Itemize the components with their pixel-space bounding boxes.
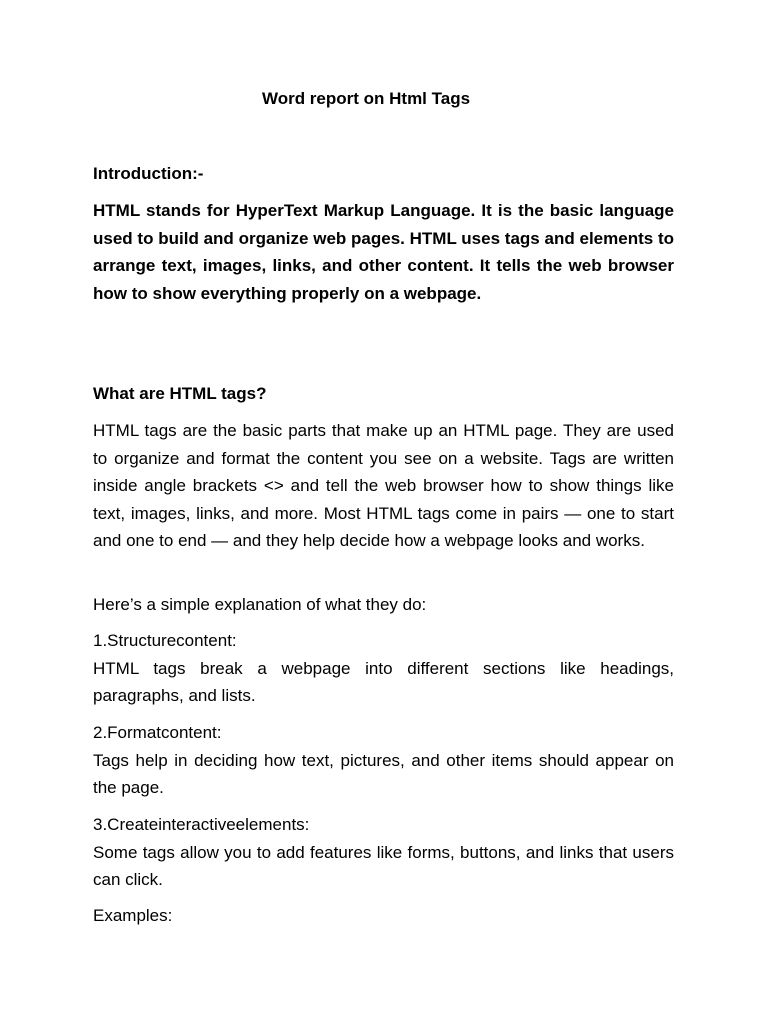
what-are-tags-heading: What are HTML tags? <box>93 384 267 403</box>
point-description: HTML tags break a webpage into different sections like headings, paragraphs, and lists. <box>93 658 674 705</box>
point-description: Tags help in deciding how text, pictures, and other items should appear on the page. <box>93 750 674 797</box>
what-are-tags-paragraph: HTML tags are the basic parts that make up an HTML page. They are used to organize and format the content you see on a website. Tags are written inside angle brackets <> and tell the web browser how to show things like text, images, links, and more. Most HTML tags come in pairs — one to start and one to end — and they help decide how a webpage looks and works. <box>93 421 674 550</box>
point-description: Some tags allow you to add features like forms, buttons, and links that users can click. <box>93 842 674 889</box>
point-structure-content <box>93 627 674 710</box>
document-title <box>0 88 768 110</box>
point-title: 1.Structurecontent: <box>93 631 237 650</box>
point-title: 3.Createinteractiveelements: <box>93 815 310 834</box>
point-format-content <box>93 719 674 802</box>
introduction-paragraph: HTML stands for HyperText Markup Language. It is the basic language used to build and organize web pages. HTML uses tags and elements to arrange text, images, links, and other content. It tells the web browser how to show everything properly on a webpage. <box>93 201 674 303</box>
document-title-text: Word report on Html Tags <box>261 89 471 108</box>
point-title: 2.Formatcontent: <box>93 723 222 742</box>
introduction-heading: Introduction:- <box>93 164 204 183</box>
examples-label: Examples: <box>93 906 173 925</box>
lead-in-paragraph: Here’s a simple explanation of what they do: <box>93 595 427 614</box>
point-interactive-elements <box>93 811 674 894</box>
